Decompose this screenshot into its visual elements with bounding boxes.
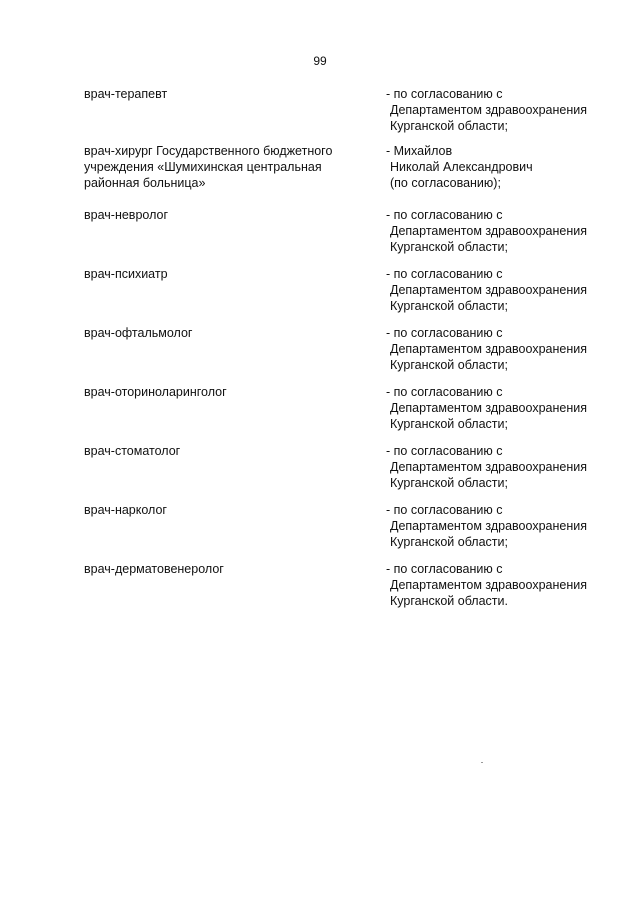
entry-member xyxy=(386,502,626,550)
member-line: Курганской области; xyxy=(390,240,508,254)
member-line: Департаментом здравоохранения xyxy=(390,342,587,356)
member-line: - по согласованию с xyxy=(386,503,503,517)
member-line: Николай Александрович xyxy=(390,160,533,174)
member-line: Курганской области. xyxy=(390,594,508,608)
entry-member xyxy=(386,561,626,609)
member-line: - по согласованию с xyxy=(386,326,503,340)
member-line: - по согласованию с xyxy=(386,562,503,576)
member-line: Департаментом здравоохранения xyxy=(390,460,587,474)
member-line: - по согласованию с xyxy=(386,444,503,458)
member-line: - по согласованию с xyxy=(386,385,503,399)
entry-member xyxy=(386,325,626,373)
member-line: - по согласованию с xyxy=(386,208,503,222)
entry-role: врач-дерматовенеролог xyxy=(84,562,224,576)
scan-speck xyxy=(481,762,483,763)
entry-member xyxy=(386,443,626,491)
member-line: Департаментом здравоохранения xyxy=(390,103,587,117)
member-line: Департаментом здравоохранения xyxy=(390,519,587,533)
member-line: - по согласованию с xyxy=(386,267,503,281)
member-line: Курганской области; xyxy=(390,358,508,372)
entry-member xyxy=(386,86,626,134)
entry-role: врач-терапевт xyxy=(84,87,168,101)
member-line: Курганской области; xyxy=(390,299,508,313)
member-line: - по согласованию с xyxy=(386,87,503,101)
entry-role: врач-невролог xyxy=(84,208,169,222)
entry-role: врач-офтальмолог xyxy=(84,326,193,340)
member-line: Курганской области; xyxy=(390,476,508,490)
member-line: Курганской области; xyxy=(390,417,508,431)
entry-member xyxy=(386,266,626,314)
member-line: - Михайлов xyxy=(386,144,453,158)
entry-role: врач-стоматолог xyxy=(84,444,181,458)
member-line: Департаментом здравоохранения xyxy=(390,224,587,238)
entry-role: врач-нарколог xyxy=(84,503,167,517)
page-number: 99 xyxy=(313,54,327,68)
entry-role: врач-хирург Государственного бюджетного учреждения «Шумихинская центральная районная больница» xyxy=(84,144,333,190)
entry-role: врач-оториноларинголог xyxy=(84,385,227,399)
member-line: Курганской области; xyxy=(390,535,508,549)
entry-member xyxy=(386,143,626,191)
member-line: Курганской области; xyxy=(390,119,508,133)
entry-member xyxy=(386,207,626,255)
member-line: Департаментом здравоохранения xyxy=(390,283,587,297)
member-line: Департаментом здравоохранения xyxy=(390,401,587,415)
member-line: Департаментом здравоохранения xyxy=(390,578,587,592)
entry-member xyxy=(386,384,626,432)
entry-role: врач-психиатр xyxy=(84,267,168,281)
member-line: (по согласованию); xyxy=(390,176,501,190)
